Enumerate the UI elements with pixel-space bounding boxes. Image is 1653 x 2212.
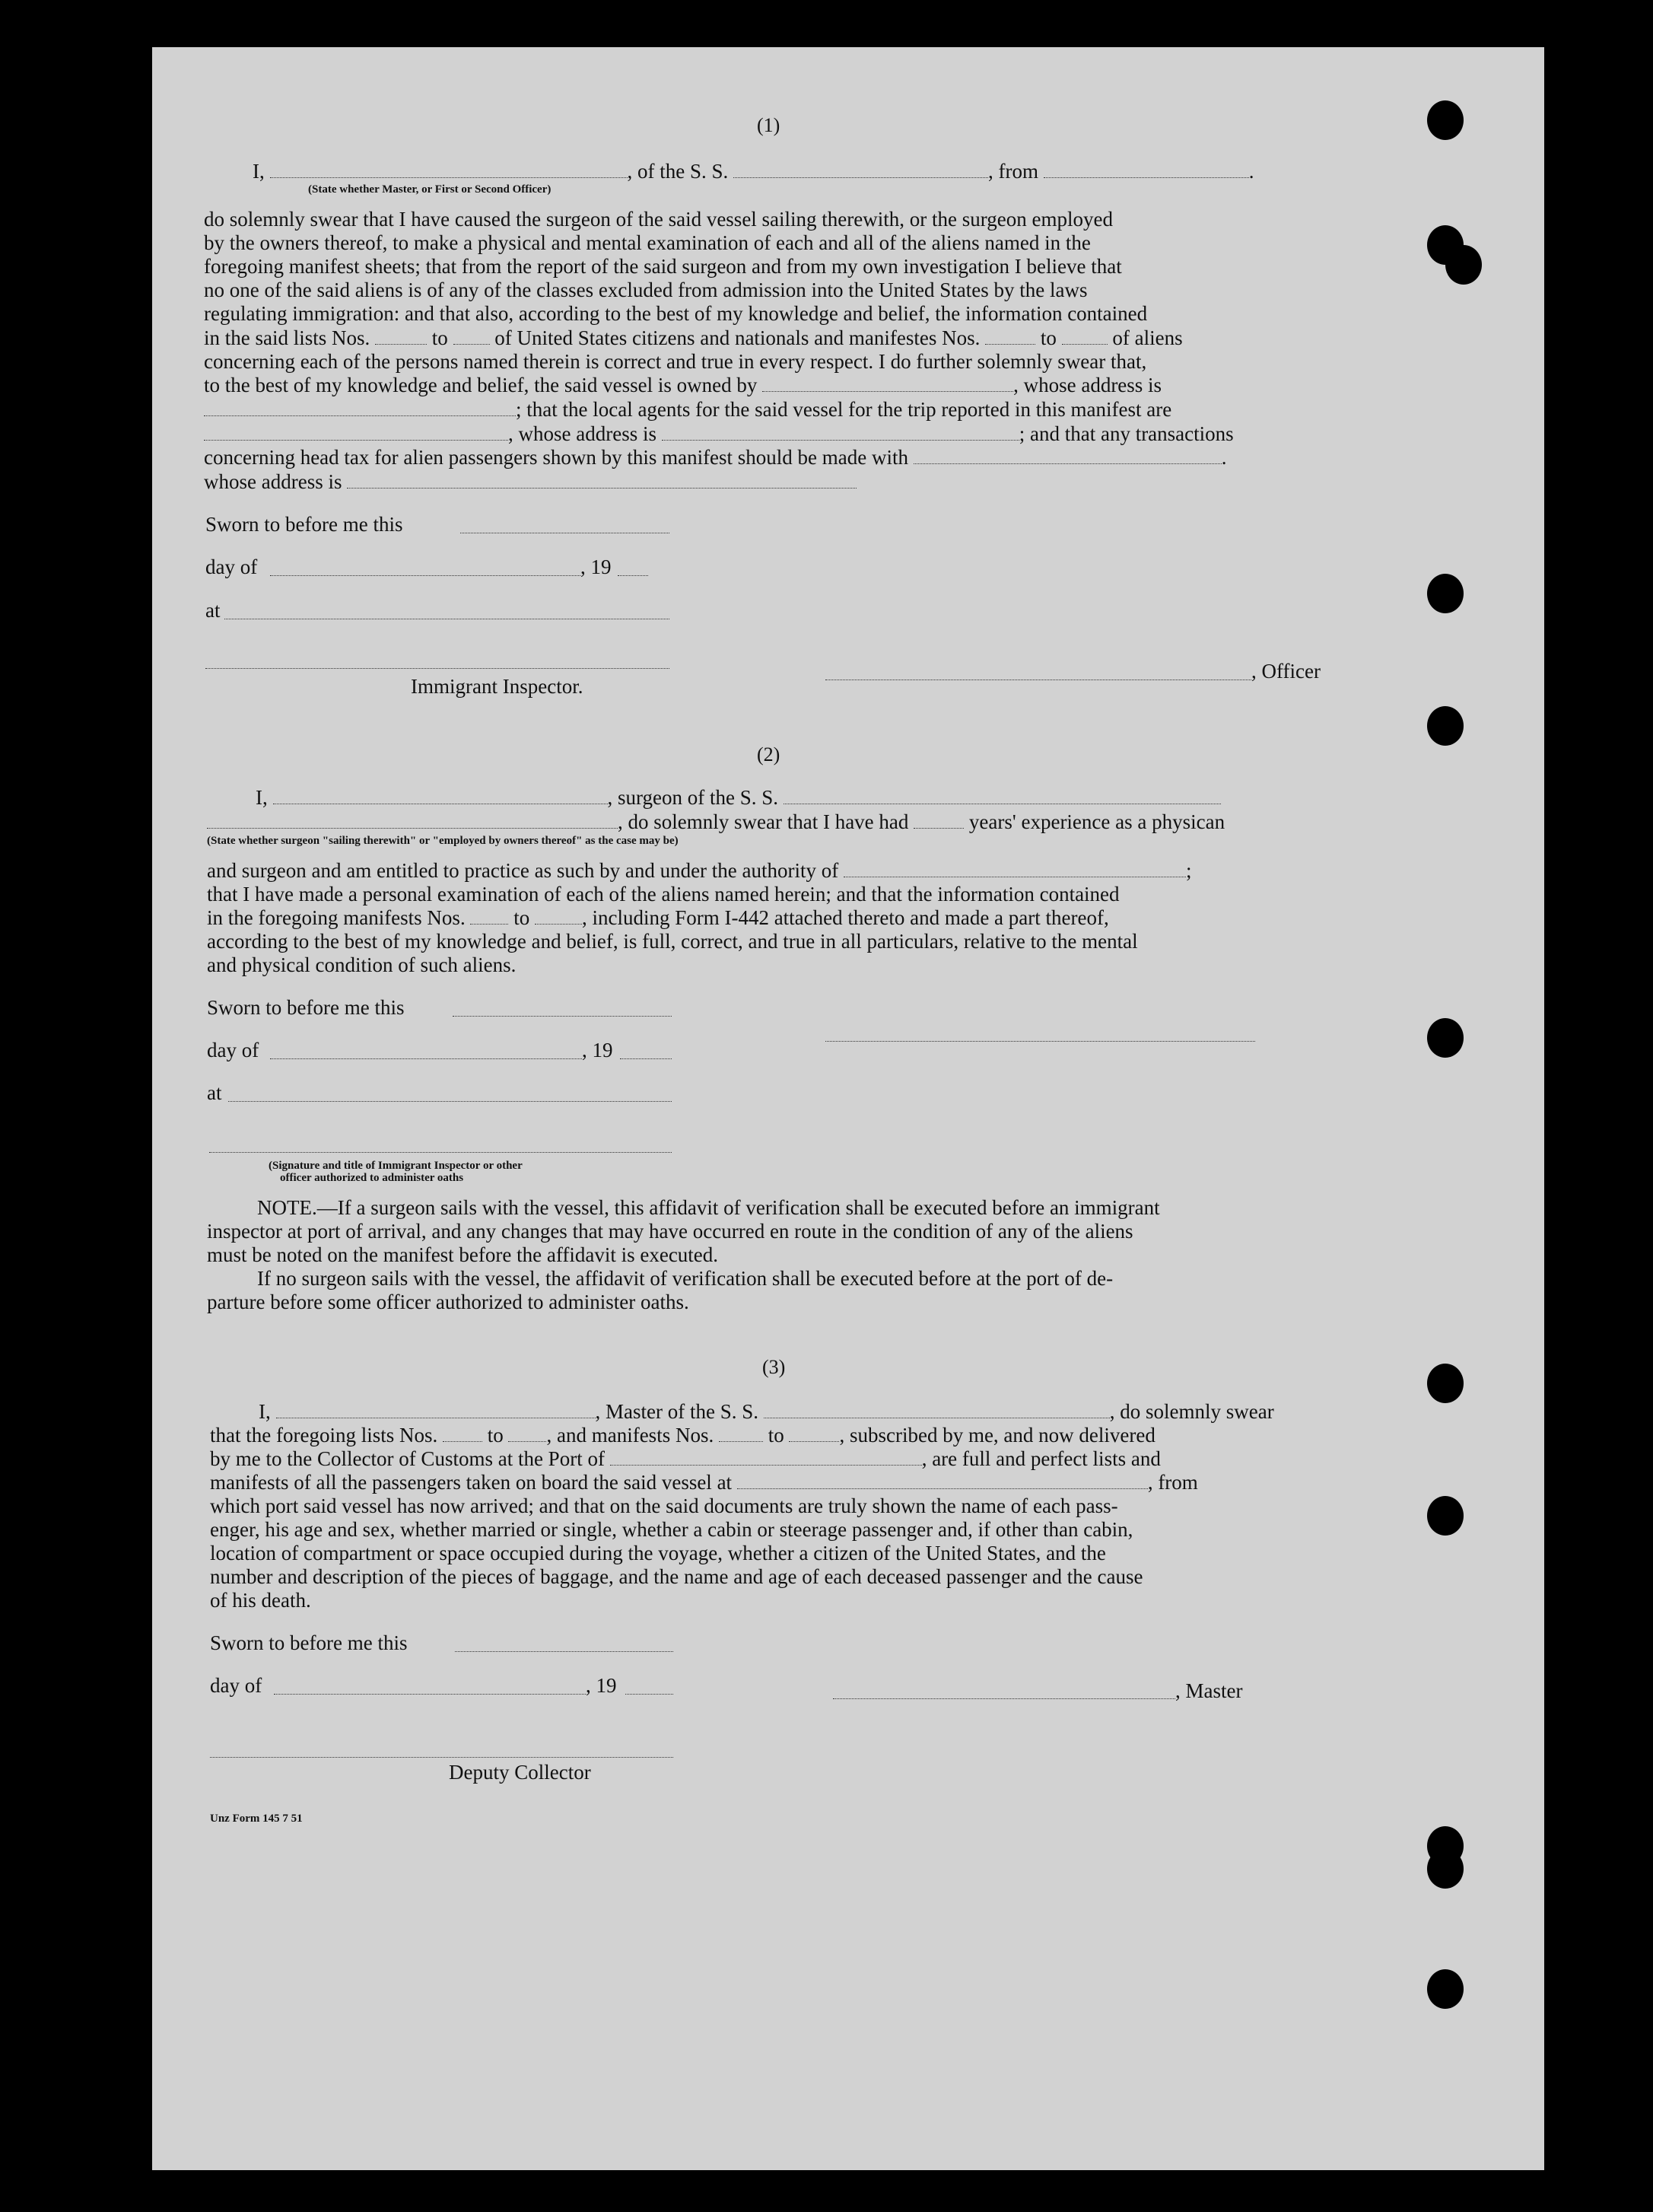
label: ; and that any transactions bbox=[1019, 422, 1234, 445]
surgeon-vessel-field[interactable] bbox=[784, 788, 1221, 804]
inspector-signature-field[interactable] bbox=[209, 1152, 672, 1153]
form-number: Unz Form 145 7 51 bbox=[210, 1813, 303, 1825]
note-2-line-2: parture before some officer authorized to administer oaths. bbox=[207, 1291, 689, 1313]
sig-note-1: (Signature and title of Immigrant Inspector or other bbox=[269, 1160, 523, 1172]
authority-line: and surgeon and am entitled to practice as such by and under the authority of ; bbox=[207, 859, 1192, 882]
s3-manifests-to-field[interactable] bbox=[789, 1426, 839, 1442]
s3-lists-line bbox=[210, 1424, 1156, 1447]
punch-hole bbox=[1427, 1364, 1464, 1403]
s2-manifests-to-field[interactable] bbox=[535, 909, 582, 925]
label: , of the S. S. bbox=[627, 160, 729, 183]
sworn-label: Sworn to before me this bbox=[207, 996, 405, 1019]
section-number: (2) bbox=[757, 743, 780, 765]
manifests-from-field[interactable] bbox=[985, 329, 1035, 345]
officer-line: I, , of the S. S. , from . bbox=[253, 160, 1254, 183]
label: years' experience as a physican bbox=[968, 810, 1225, 833]
day-label: day of bbox=[205, 555, 258, 578]
s2-body-a: that I have made a personal examination of each of the aliens named herein; and that the information contained bbox=[207, 883, 1120, 905]
label: to bbox=[1040, 326, 1057, 349]
from-field[interactable] bbox=[1044, 162, 1249, 178]
owner-line bbox=[204, 374, 1162, 397]
day-label: day of bbox=[207, 1039, 259, 1061]
s2-body-c: and physical condition of such aliens. bbox=[207, 953, 517, 976]
year-label: , 19 bbox=[586, 1674, 617, 1697]
label: , surgeon of the S. S. bbox=[607, 786, 779, 809]
owner-field[interactable] bbox=[762, 376, 1013, 392]
authority-field[interactable] bbox=[844, 861, 1186, 877]
day-field[interactable] bbox=[270, 575, 580, 576]
s2-manifests-line bbox=[207, 906, 1109, 930]
s1-concerning: concerning each of the persons named therein is correct and true in every respect. I do further solemnly swear that, bbox=[204, 350, 1147, 373]
surgeon-note: (State whether surgeon "sailing therewith" or "employed by owners thereof" as the case may be) bbox=[207, 835, 679, 847]
vessel-field[interactable] bbox=[733, 162, 988, 178]
port-field[interactable] bbox=[610, 1450, 922, 1466]
label: and surgeon and am entitled to practice as such by and under the authority of bbox=[207, 859, 839, 882]
sworn-label: Sworn to before me this bbox=[205, 513, 403, 536]
punch-hole bbox=[1445, 245, 1482, 285]
s3-lists-from-field[interactable] bbox=[443, 1426, 482, 1442]
label: , and manifests Nos. bbox=[546, 1424, 714, 1447]
label: , do solemnly swear that I have had bbox=[618, 810, 909, 833]
label: of United States citizens and nationals and manifestes Nos. bbox=[494, 326, 981, 349]
manifest-page bbox=[152, 47, 1544, 2170]
day-label: day of bbox=[210, 1674, 262, 1697]
label: I, bbox=[253, 160, 265, 183]
board-line bbox=[210, 1471, 1198, 1494]
at-label: at bbox=[205, 599, 221, 622]
note-1-line-2: inspector at port of arrival, and any changes that may have occurred en route in the condition of any of the aliens bbox=[207, 1220, 1133, 1243]
year-field[interactable] bbox=[618, 575, 648, 576]
label: , are full and perfect lists and bbox=[921, 1447, 1161, 1470]
surgeon-name-field[interactable] bbox=[273, 788, 608, 804]
agents-line bbox=[204, 398, 1171, 422]
year-field[interactable] bbox=[625, 1694, 673, 1695]
label: by me to the Collector of Customs at the Port of bbox=[210, 1447, 605, 1470]
label: in the foregoing manifests Nos. bbox=[207, 906, 466, 929]
note-1-line-1: NOTE.—If a surgeon sails with the vessel, this affidavit of verification shall be executed before an immigrant bbox=[257, 1196, 1160, 1219]
inspector-signature-field[interactable] bbox=[205, 668, 669, 669]
master-name-field[interactable] bbox=[276, 1402, 596, 1418]
label: concerning head tax for alien passengers shown by this manifest should be made with bbox=[204, 446, 909, 469]
years-field[interactable] bbox=[914, 813, 964, 829]
s1-body-3: foregoing manifest sheets; that from the report of the said surgeon and from my own investigation I believe that bbox=[204, 255, 1122, 278]
label: ; that the local agents for the said vessel for the trip reported in this manifest are bbox=[516, 398, 1172, 421]
master-line bbox=[259, 1400, 1274, 1424]
master-vessel-field[interactable] bbox=[764, 1402, 1110, 1418]
s3-body-5: of his death. bbox=[210, 1589, 311, 1612]
label: of aliens bbox=[1112, 326, 1183, 349]
collector-signature-field[interactable] bbox=[210, 1757, 673, 1758]
label: , including Form I-442 attached thereto and made a part thereof, bbox=[581, 906, 1109, 929]
master-label: , Master bbox=[1175, 1679, 1243, 1702]
label: , Master of the S. S. bbox=[595, 1400, 758, 1423]
section-number: (1) bbox=[757, 114, 780, 136]
punch-hole bbox=[1427, 574, 1464, 613]
punch-hole bbox=[1427, 1969, 1464, 2009]
port-line bbox=[210, 1447, 1161, 1471]
lists-from-field[interactable] bbox=[375, 329, 427, 345]
label: , subscribed by me, and now delivered bbox=[839, 1424, 1156, 1447]
section-number: (3) bbox=[762, 1356, 786, 1378]
s3-manifests-from-field[interactable] bbox=[719, 1426, 763, 1442]
master-signature-field[interactable] bbox=[833, 1698, 1175, 1699]
headtax-line: concerning head tax for alien passengers shown by this manifest should be made with . bbox=[204, 446, 1227, 469]
s3-body-1: which port said vessel has now arrived; and that on the said documents are truly shown the name of each pass- bbox=[210, 1494, 1118, 1517]
note-1-line-3: must be noted on the manifest before the affidavit is executed. bbox=[207, 1243, 719, 1266]
label: to bbox=[487, 1424, 504, 1447]
headtax-field[interactable] bbox=[914, 448, 1222, 464]
experience-line bbox=[207, 810, 1225, 834]
punch-hole bbox=[1427, 1849, 1464, 1889]
label: , from bbox=[1147, 1471, 1198, 1494]
note-2-line-1: If no surgeon sails with the vessel, the affidavit of verification shall be executed before at the port of de- bbox=[257, 1267, 1114, 1290]
sworn-field[interactable] bbox=[455, 1651, 673, 1652]
label: manifests of all the passengers taken on board the said vessel at bbox=[210, 1471, 733, 1494]
label: to bbox=[431, 326, 448, 349]
deputy-collector-label: Deputy Collector bbox=[449, 1761, 591, 1784]
label: in the said lists Nos. bbox=[204, 326, 370, 349]
punch-hole bbox=[1427, 706, 1464, 746]
at-field[interactable] bbox=[228, 1101, 672, 1102]
label: whose address is bbox=[204, 470, 342, 493]
s2-body-b: according to the best of my knowledge and belief, is full, correct, and true in all particulars, relative to the mental bbox=[207, 930, 1138, 953]
sig-note-2: officer authorized to administer oaths bbox=[280, 1172, 464, 1184]
officer-label: , Officer bbox=[1251, 660, 1321, 683]
label: , from bbox=[988, 160, 1038, 183]
label: I, bbox=[256, 786, 268, 809]
label: , do solemnly swear bbox=[1109, 1400, 1274, 1423]
s1-body-5: regulating immigration: and that also, according to the best of my knowledge and belief, the information contained bbox=[204, 302, 1148, 325]
label: I, bbox=[259, 1400, 271, 1423]
inspector-label: Immigrant Inspector. bbox=[411, 675, 583, 698]
owner-address-field[interactable] bbox=[204, 400, 516, 416]
punch-hole bbox=[1427, 1496, 1464, 1536]
s2-manifests-from-field[interactable] bbox=[470, 909, 508, 925]
officer-field[interactable] bbox=[270, 162, 628, 178]
surgeon-line bbox=[256, 786, 1221, 810]
year-label: , 19 bbox=[580, 555, 612, 578]
s3-body-4: number and description of the pieces of baggage, and the name and age of each deceased passenger and the cause bbox=[210, 1565, 1143, 1588]
surgeon-type-field[interactable] bbox=[207, 813, 618, 829]
sworn-field[interactable] bbox=[453, 1016, 672, 1017]
year-field[interactable] bbox=[620, 1058, 672, 1059]
manifests-to-field[interactable] bbox=[1062, 329, 1108, 345]
s1-body-2: by the owners thereof, to make a physical and mental examination of each and all of the aliens named in the bbox=[204, 231, 1091, 254]
year-label: , 19 bbox=[582, 1039, 613, 1061]
label: , whose address is bbox=[1013, 374, 1162, 396]
punch-hole bbox=[1427, 1018, 1464, 1058]
day-field[interactable] bbox=[270, 1058, 582, 1059]
at-label: at bbox=[207, 1081, 222, 1104]
label: to the best of my knowledge and belief, the said vessel is owned by bbox=[204, 374, 758, 396]
label: to bbox=[513, 906, 530, 929]
lists-line bbox=[204, 326, 1183, 350]
s1-body-1: do solemnly swear that I have caused the surgeon of the said vessel sailing therewith, or the surgeon employed bbox=[204, 208, 1113, 231]
agents-field[interactable] bbox=[204, 425, 508, 441]
sworn-label: Sworn to before me this bbox=[210, 1631, 408, 1654]
agents-address-line bbox=[204, 422, 1234, 446]
s3-lists-to-field[interactable] bbox=[508, 1426, 546, 1442]
s3-body-3: location of compartment or space occupied during the voyage, whether a citizen of the United States, and the bbox=[210, 1542, 1106, 1564]
headtax-address-field[interactable] bbox=[347, 473, 857, 489]
s2-signature-field[interactable] bbox=[825, 1041, 1255, 1042]
lists-to-field[interactable] bbox=[453, 329, 490, 345]
punch-hole bbox=[1427, 100, 1464, 140]
label: to bbox=[768, 1424, 784, 1447]
s1-body-4: no one of the said aliens is of any of the classes excluded from admission into the United States by the laws bbox=[204, 278, 1088, 301]
day-field[interactable] bbox=[274, 1694, 586, 1695]
whose-line bbox=[204, 470, 857, 494]
agents-address-field[interactable] bbox=[662, 425, 1019, 441]
s3-body-2: enger, his age and sex, whether married or single, whether a cabin or steerage passenger and, if other than cabin, bbox=[210, 1518, 1133, 1541]
board-field[interactable] bbox=[737, 1473, 1148, 1489]
label: that the foregoing lists Nos. bbox=[210, 1424, 438, 1447]
officer-note: (State whether Master, or First or Second Officer) bbox=[308, 183, 552, 196]
label: , whose address is bbox=[508, 422, 656, 445]
